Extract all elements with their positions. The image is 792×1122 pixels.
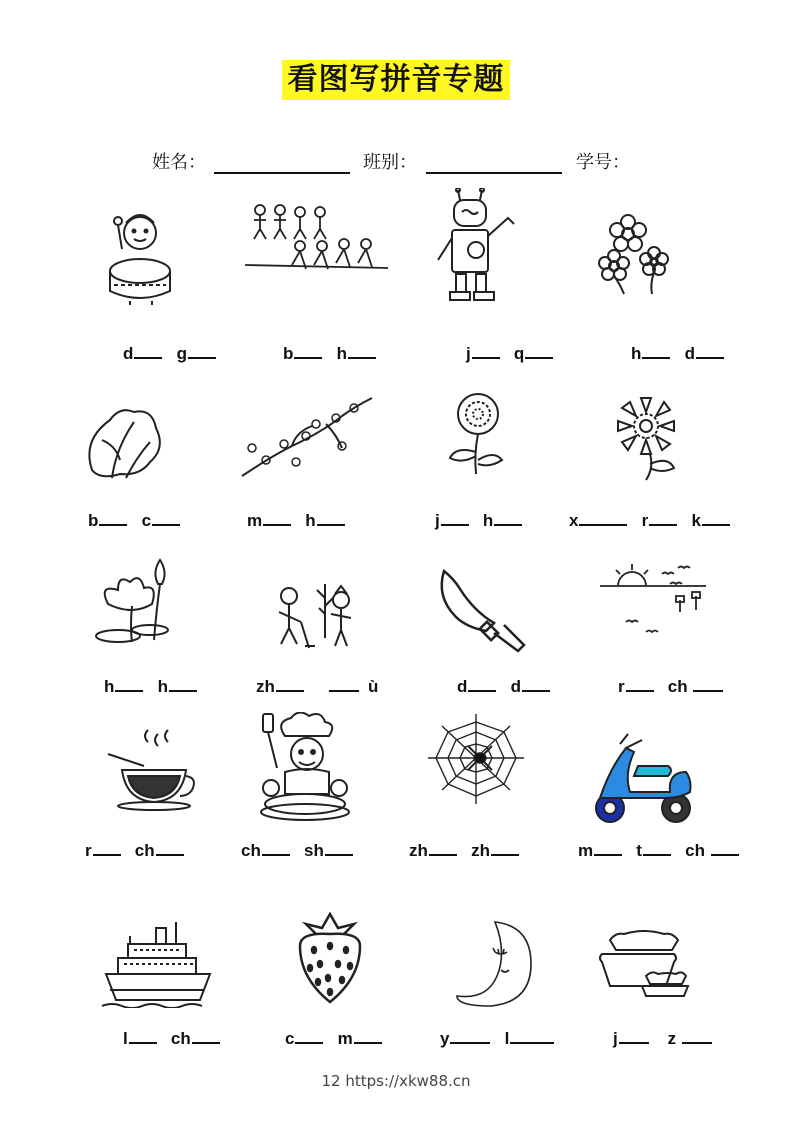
tug-of-war-icon <box>240 200 390 285</box>
initial-18a: c <box>285 1029 295 1048</box>
initial-9a: h <box>104 677 115 696</box>
blank[interactable] <box>626 676 654 692</box>
blank[interactable] <box>329 676 359 692</box>
plum-blossom-icon <box>236 388 376 483</box>
answer-line-15 <box>409 840 519 861</box>
answer-line-12 <box>618 676 723 697</box>
initial-7b: h <box>482 511 494 530</box>
page-title: 看图写拼音专题 <box>282 60 510 100</box>
blank[interactable] <box>325 840 353 856</box>
answer-line-9 <box>104 676 197 697</box>
initial-20b: z <box>667 1029 677 1048</box>
number-label: 学号： <box>576 152 630 173</box>
blank[interactable] <box>156 840 184 856</box>
blank[interactable] <box>468 676 496 692</box>
class-label: 班别： <box>363 152 417 173</box>
initial-18b: m <box>337 1029 353 1048</box>
blank[interactable] <box>525 343 553 359</box>
blank[interactable] <box>693 676 723 692</box>
blank[interactable] <box>450 1028 490 1044</box>
blank[interactable] <box>192 1028 220 1044</box>
blank[interactable] <box>711 840 739 856</box>
initial-15b: zh <box>471 841 490 860</box>
answer-line-1 <box>123 343 216 364</box>
initial-10c: ù <box>367 677 379 696</box>
initial-6a: m <box>247 511 263 530</box>
initial-13b: ch <box>134 841 155 860</box>
blank[interactable] <box>510 1028 554 1044</box>
initial-2a: b <box>283 344 294 363</box>
lotus-icon <box>88 556 178 646</box>
answer-line-20 <box>613 1028 712 1049</box>
motorcycle-icon <box>590 732 695 827</box>
initial-7a: j <box>435 511 440 530</box>
blank[interactable] <box>642 343 670 359</box>
robot-icon <box>430 188 525 303</box>
name-field[interactable] <box>214 172 350 174</box>
initial-15a: zh <box>409 841 428 860</box>
initial-8a: x <box>569 511 579 530</box>
blank[interactable] <box>134 343 162 359</box>
initial-14b: sh <box>304 841 324 860</box>
name-label: 姓名： <box>152 152 206 173</box>
blank[interactable] <box>354 1028 382 1044</box>
blank[interactable] <box>649 510 677 526</box>
chef-icon <box>255 712 355 822</box>
initial-5b: c <box>141 511 152 530</box>
initial-11b: d <box>510 677 521 696</box>
blank[interactable] <box>169 676 197 692</box>
drum-boy-icon <box>100 205 180 305</box>
flower-icon <box>598 212 673 297</box>
page-footer: 12 https://xkw88.cn <box>321 1072 471 1090</box>
chrysanthemum-icon <box>438 388 518 478</box>
blank[interactable] <box>348 343 376 359</box>
initial-1b: g <box>176 344 187 363</box>
blank[interactable] <box>99 510 127 526</box>
initial-17a: l <box>123 1029 128 1048</box>
blank[interactable] <box>429 840 457 856</box>
blank[interactable] <box>594 840 622 856</box>
gold-ingot-icon <box>596 930 691 1000</box>
blank[interactable] <box>441 510 469 526</box>
blank[interactable] <box>494 510 522 526</box>
blank[interactable] <box>317 510 345 526</box>
answer-line-4 <box>631 343 724 364</box>
blank[interactable] <box>619 1028 649 1044</box>
answer-line-13 <box>85 840 184 861</box>
blank[interactable] <box>472 343 500 359</box>
answer-line-6 <box>247 510 345 531</box>
ship-icon <box>100 918 215 1008</box>
blank[interactable] <box>129 1028 157 1044</box>
strawberry-icon <box>290 912 370 1007</box>
hot-tea-icon <box>104 728 199 813</box>
initial-8b: r <box>641 511 649 530</box>
blank[interactable] <box>262 840 290 856</box>
initial-2b: h <box>336 344 347 363</box>
blank[interactable] <box>522 676 550 692</box>
initial-6b: h <box>305 511 316 530</box>
initial-10a: zh <box>256 677 275 696</box>
answer-line-14 <box>241 840 353 861</box>
blank[interactable] <box>643 840 671 856</box>
initial-16a: m <box>578 841 594 860</box>
answer-line-3 <box>466 343 553 364</box>
initial-17b: ch <box>170 1029 191 1048</box>
initial-13a: r <box>85 841 92 860</box>
broadsword-icon <box>432 565 532 655</box>
initial-3a: j <box>466 344 471 363</box>
answer-line-7 <box>435 510 522 531</box>
blank[interactable] <box>93 840 121 856</box>
initial-12b: ch <box>667 677 688 696</box>
initial-1a: d <box>123 344 134 363</box>
initial-4a: h <box>631 344 642 363</box>
answer-line-17 <box>123 1028 220 1049</box>
initial-12a: r <box>618 677 625 696</box>
answer-line-11 <box>457 676 550 697</box>
answer-line-2 <box>283 343 376 364</box>
blank[interactable] <box>579 510 627 526</box>
spider-web-icon <box>426 712 526 807</box>
blank[interactable] <box>682 1028 712 1044</box>
initial-11a: d <box>457 677 468 696</box>
answer-line-18 <box>285 1028 382 1049</box>
initial-5a: b <box>88 511 99 530</box>
blank[interactable] <box>276 676 304 692</box>
moon-icon <box>455 918 535 1008</box>
tree-planting-icon <box>265 578 365 653</box>
blank[interactable] <box>696 343 724 359</box>
answer-line-16 <box>578 840 739 861</box>
initial-19a: y <box>440 1029 450 1048</box>
initial-19b: l <box>504 1029 510 1048</box>
blank[interactable] <box>702 510 730 526</box>
blank[interactable] <box>152 510 180 526</box>
answer-line-8 <box>569 510 730 531</box>
blank[interactable] <box>491 840 519 856</box>
sunrise-icon <box>596 560 711 655</box>
initial-14a: ch <box>241 841 261 860</box>
cabbage-icon <box>82 400 167 485</box>
initial-9b: h <box>157 677 168 696</box>
answer-line-19 <box>440 1028 554 1049</box>
blank[interactable] <box>188 343 216 359</box>
answer-line-5 <box>88 510 180 531</box>
initial-4b: d <box>684 344 695 363</box>
initial-16b: t <box>636 841 642 860</box>
blank[interactable] <box>295 1028 323 1044</box>
sunflower-icon <box>604 388 694 483</box>
initial-20a: j <box>613 1029 618 1048</box>
initial-3b: q <box>513 344 525 363</box>
blank[interactable] <box>115 676 143 692</box>
class-field[interactable] <box>426 172 562 174</box>
answer-line-10 <box>256 676 378 697</box>
blank[interactable] <box>294 343 322 359</box>
initial-16c: ch <box>685 841 705 860</box>
initial-8c: k <box>691 511 701 530</box>
blank[interactable] <box>263 510 291 526</box>
